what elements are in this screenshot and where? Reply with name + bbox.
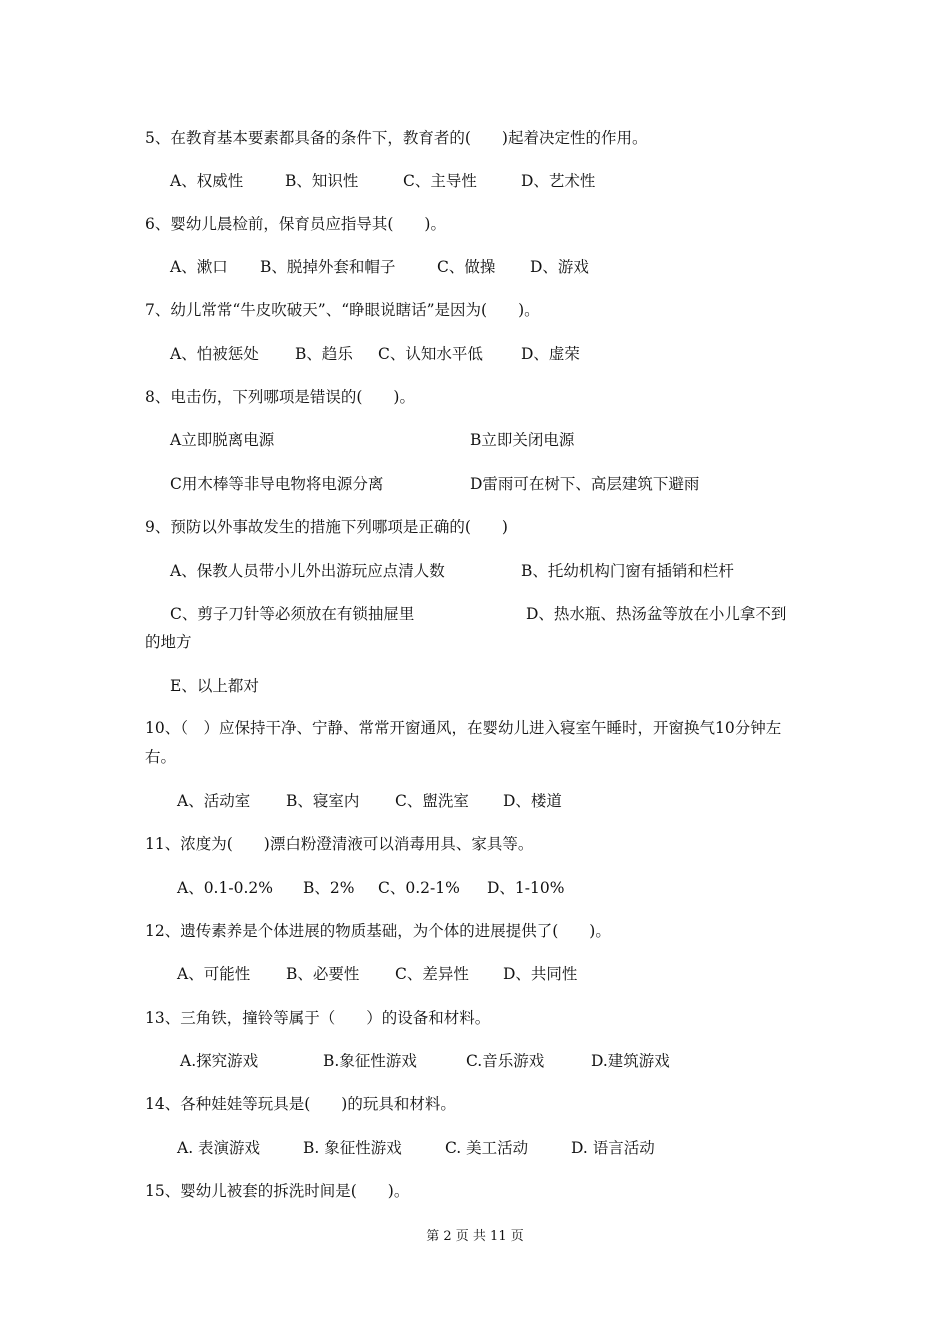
question-10-option-d: D、楼道 (503, 792, 562, 810)
question-12-stem: 12、遗传素养是个体进展的物质基础，为个体的进展提供了( )。 (145, 922, 611, 940)
question-8-stem: 8、电击伤，下列哪项是错误的( )。 (145, 388, 415, 406)
question-7-option-b: B、趋乐 (295, 345, 353, 363)
question-9-option-e: E、以上都对 (170, 677, 259, 695)
question-10-option-a: A、活动室 (177, 792, 251, 810)
question-11-option-d: D、1-10% (487, 879, 565, 897)
question-7-option-c: C、认知水平低 (378, 345, 483, 363)
question-14-option-c: C. 美工活动 (445, 1139, 529, 1157)
question-6-option-b: B、脱掉外套和帽子 (260, 258, 396, 276)
question-7-option-a: A、怕被惩处 (170, 345, 259, 363)
question-8-option-a: A立即脱离电源 (170, 431, 275, 449)
question-14-stem: 14、各种娃娃等玩具是( )的玩具和材料。 (145, 1095, 456, 1113)
question-5-option-a: A、权威性 (170, 172, 244, 190)
question-10-stem: 10、（ ）应保持干净、宁静、常常开窗通风，在婴幼儿进入寝室午睡时，开窗换气10分钟左右。 (145, 719, 782, 766)
question-9-option-c: C、剪子刀针等必须放在有锁抽屉里 (170, 605, 415, 623)
question-13-option-a: A.探究游戏 (180, 1052, 259, 1070)
question-11-option-b: B、2% (303, 879, 355, 897)
question-13-option-d: D.建筑游戏 (591, 1052, 670, 1070)
question-6-option-a: A、漱口 (170, 258, 228, 276)
question-13-option-c: C.音乐游戏 (466, 1052, 545, 1070)
question-12-option-a: A、可能性 (177, 965, 251, 983)
question-14-option-d: D. 语言活动 (571, 1139, 655, 1157)
question-9-option-a: A、保教人员带小儿外出游玩应点清人数 (170, 562, 445, 580)
question-7-stem: 7、幼儿常常“牛皮吹破天”、“睁眼说瞎话”是因为( )。 (145, 301, 540, 319)
question-8-option-c: C用木棒等非导电物将电源分离 (170, 475, 384, 493)
question-11-option-a: A、0.1-0.2% (177, 879, 273, 897)
question-6-option-d: D、游戏 (530, 258, 589, 276)
question-13-option-b: B.象征性游戏 (323, 1052, 417, 1070)
question-11-stem: 11、浓度为( )漂白粉澄清液可以消毒用具、家具等。 (145, 835, 534, 853)
question-15-stem: 15、婴幼儿被套的拆洗时间是( )。 (145, 1182, 410, 1200)
question-11-option-c: C、0.2-1% (378, 879, 460, 897)
question-10-option-c: C、盥洗室 (395, 792, 469, 810)
question-8-option-d: D雷雨可在树下、高层建筑下避雨 (470, 475, 700, 493)
question-5-option-c: C、主导性 (403, 172, 477, 190)
question-12-option-d: D、共同性 (503, 965, 578, 983)
question-9-stem: 9、预防以外事故发生的措施下列哪项是正确的( ) (145, 518, 508, 536)
question-8-option-b: B立即关闭电源 (470, 431, 575, 449)
question-9-option-b: B、托幼机构门窗有插销和栏杆 (521, 562, 734, 580)
question-5-option-d: D、艺术性 (521, 172, 596, 190)
question-12-option-c: C、差异性 (395, 965, 469, 983)
question-10-option-b: B、寝室内 (286, 792, 360, 810)
question-14-option-a: A. 表演游戏 (177, 1139, 261, 1157)
question-9-option-d: D、热水瓶、热汤盆等放在小儿拿不到 (526, 605, 787, 623)
question-13-stem: 13、三角铁，撞铃等属于（ ）的设备和材料。 (145, 1009, 491, 1027)
question-14-option-b: B. 象征性游戏 (303, 1139, 402, 1157)
page-number-footer: 第 2 页 共 11 页 (426, 1229, 524, 1244)
question-7-option-d: D、虚荣 (521, 345, 580, 363)
question-9-option-d-continued: 的地方 (145, 633, 192, 651)
question-6-option-c: C、做操 (437, 258, 496, 276)
question-5-stem: 5、在教育基本要素都具备的条件下，教育者的( )起着决定性的作用。 (145, 129, 648, 147)
question-12-option-b: B、必要性 (286, 965, 360, 983)
question-6-stem: 6、婴幼儿晨检前，保育员应指导其( )。 (145, 215, 446, 233)
question-5-option-b: B、知识性 (285, 172, 359, 190)
